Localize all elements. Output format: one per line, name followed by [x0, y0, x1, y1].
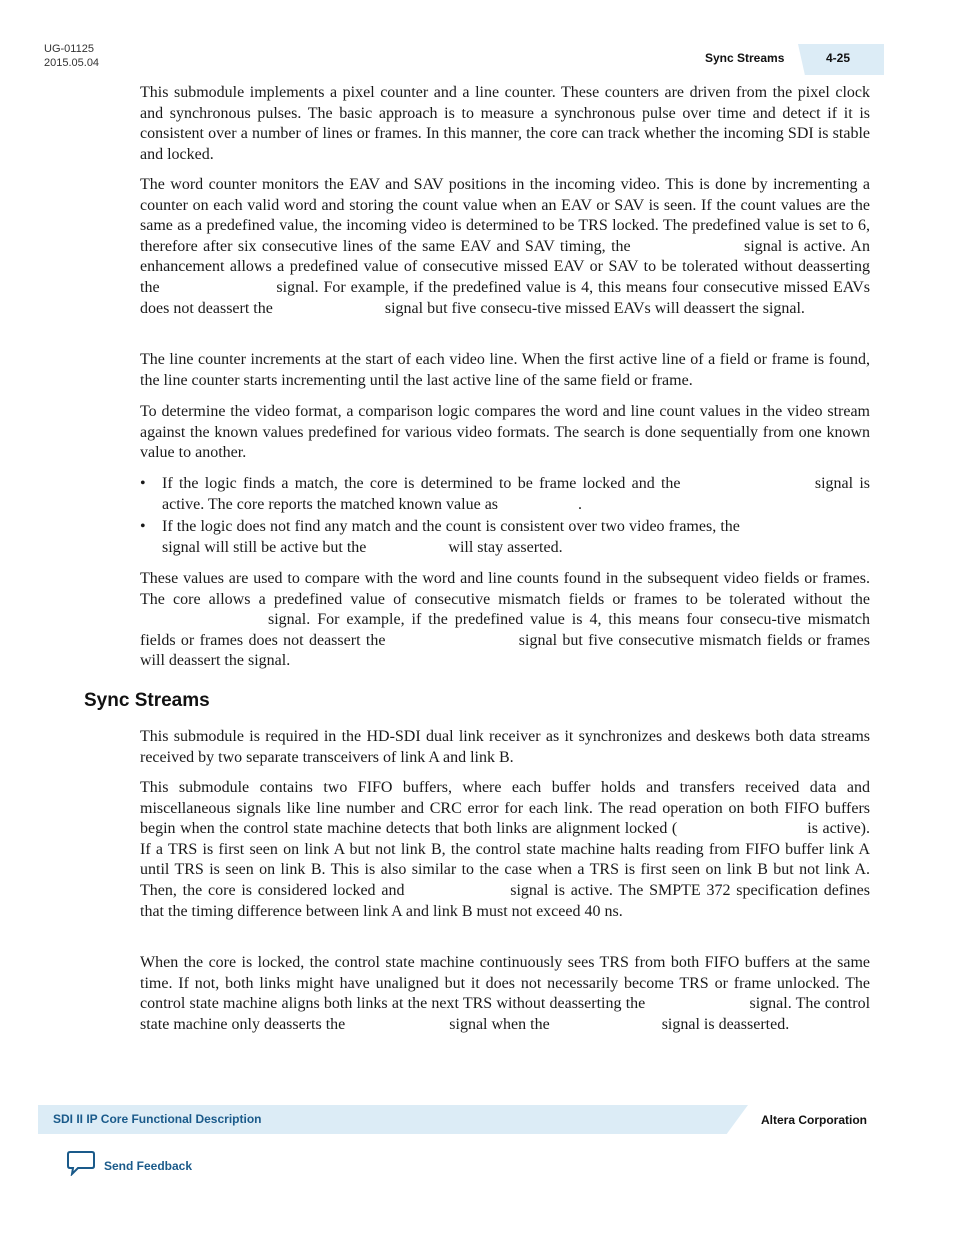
list-item: • If the logic finds a match, the core is determined to be frame locked and the signal is active. The core reports the matched known value as . [140, 474, 870, 515]
paragraph-locked: When the core is locked, the control state machine continuously sees TRS from both FIFO buffers at the same time. If not, both links might have unaligned but it does not necessarily become TRS or frame unlocked. The control state machine aligns both links at the next TRS without deasserting the signal. The control state machine only deasserts the signal when the signal is deasserted. [140, 954, 871, 1033]
footer-chapter-title: SDI II IP Core Functional Description [53, 1112, 262, 1126]
page-number: 4-25 [826, 51, 851, 65]
doc-number: UG-01125 [44, 43, 94, 55]
paragraph-dual-link: This submodule is required in the HD-SDI dual link receiver as it synchronizes and deskews both data streams received by two separate transceivers of link A and link B. [140, 728, 870, 766]
doc-date: 2015.05.04 [44, 57, 100, 69]
footer-company: Altera Corporation [761, 1113, 868, 1127]
paragraph-line-counter: The line counter increments at the start of each video line. When the first active line of a field or frame is found, the line counter starts incrementing until the last active line of the same field or frame. [140, 351, 870, 389]
bullet-list [140, 474, 870, 558]
paragraph-fifo: This submodule contains two FIFO buffers, where each buffer holds and transfers received data and miscellaneous signals like line number and CRC error for each link. The read operation on both FIFO buffers begin when the control state machine detects that both links are alignment locked ( is active). If a TRS is first seen on link A but not link B, the control state machine halts reading from FIFO buffer link A until TRS is seen on link B. This is also similar to the case when a TRS is first seen on link B but not link A. Then, the core is considered locked and signal is active. The SMPTE 372 specification defines that the timing difference between link A and link B must not exceed 40 ns. [140, 779, 871, 920]
list-item: • If the logic does not find any match and the count is consistent over two video frames, the signal will still be active but the will stay asserted. [140, 517, 870, 558]
document-id [44, 42, 99, 70]
paragraph-word-counter: The word counter monitors the EAV and SAV positions in the incoming video. This is done by incrementing a counter on each valid word and storing the count value when an EAV or SAV is seen. If the count values are the same as a predefined value, the incoming video is determined to be TRS locked. The predefined value is set to 6, therefore after six consecutive lines of the same EAV and SAV timing, the signal is active. An enhancement allows a predefined value of consecutive missed EAV or SAV to be tolerated without deasserting the signal. For example, if the predefined value is 4, this means four consecutive missed EAVs does not deassert the signal but five consecu-tive missed EAVs will deassert the signal. [140, 176, 870, 317]
send-feedback-label: Send Feedback [104, 1158, 193, 1173]
paragraph-counters: This submodule implements a pixel counter and a line counter. These counters are driven from the pixel clock and synchronous pulses. The basic approach is to measure a synchronous pulse over time and detect if it is consistent over a number of lines or frames. In this manner, the core can track whether the incoming SDI is stable and locked. [140, 84, 870, 163]
paragraph-video-format: To determine the video format, a comparison logic compares the word and line count values in the video stream against the known values predefined for various video formats. The search is done sequentially from one known value to another. [140, 403, 870, 462]
paragraph-mismatch: These values are used to compare with the word and line counts found in the subsequent video fields or frames. The core allows a predefined value of consecutive mismatch fields or frames to be tolerated without the signal. For example, if the predefined value is 4, this means four consecu-tive mismatch fields or frames does not deassert the signal but five consecutive mismatch fields or frames will deassert the signal. [140, 570, 870, 670]
send-feedback-link[interactable] [66, 1150, 192, 1181]
header-section-title: Sync Streams [705, 51, 785, 65]
section-heading: Sync Streams [84, 690, 210, 711]
speech-bubble-icon [66, 1150, 96, 1181]
